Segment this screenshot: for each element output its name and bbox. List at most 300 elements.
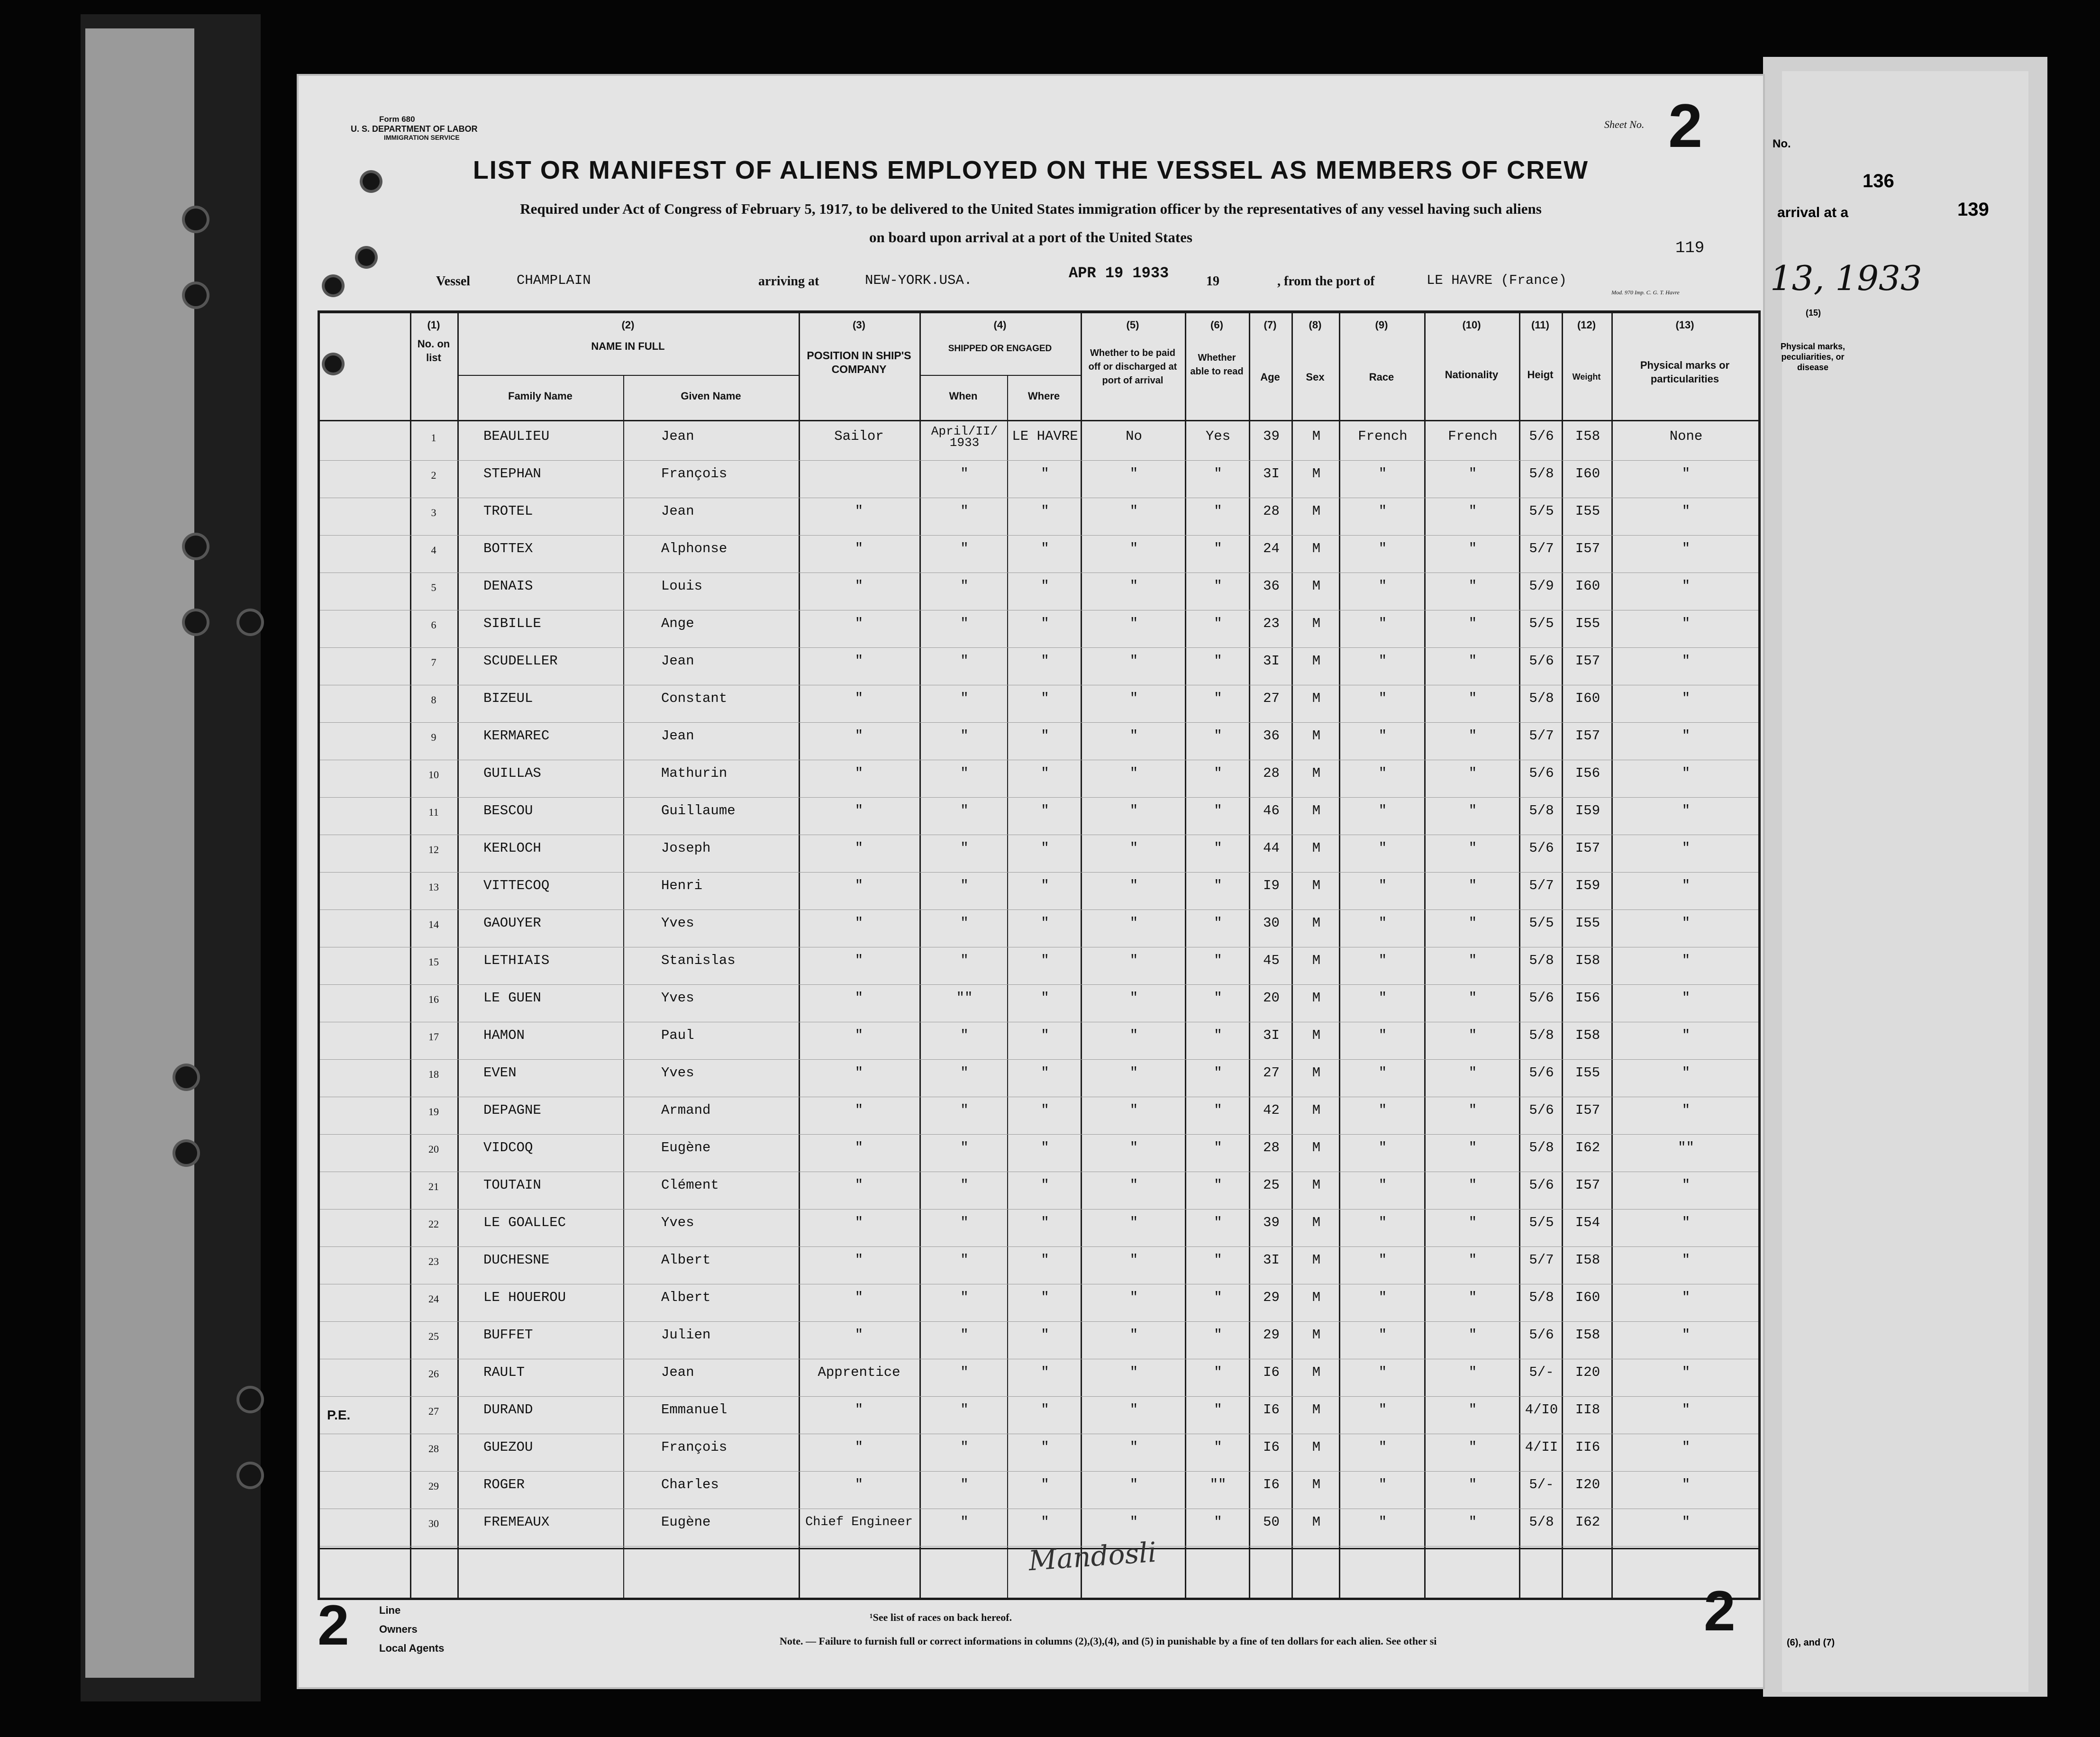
cell-race: " (1378, 728, 1387, 744)
cell-age: 30 (1263, 915, 1280, 931)
cell-family-name: DUCHESNE (483, 1252, 550, 1268)
cell-shipped-when: "" (956, 990, 973, 1006)
cell-weight: I57 (1575, 1177, 1600, 1193)
right-page-col15-num: (15) (1806, 308, 1821, 318)
cell-line-number: 26 (428, 1368, 439, 1380)
cell-given-name: Yves (661, 915, 694, 931)
cell-physical-marks: " (1682, 1327, 1691, 1343)
row-divider (320, 460, 1758, 461)
row-divider (320, 1471, 1758, 1472)
cell-shipped-when: " (960, 541, 969, 556)
column-divider (1339, 313, 1340, 1598)
service-name: IMMIGRATION SERVICE (384, 134, 460, 141)
cell-given-name: Constant (661, 691, 727, 706)
row-divider (320, 1134, 1758, 1135)
cell-given-name: Eugène (661, 1514, 711, 1530)
cell-race: " (1378, 953, 1387, 968)
cell-shipped-where: " (1041, 953, 1049, 968)
cell-line-number: 14 (428, 919, 439, 930)
cell-family-name: FREMEAUX (483, 1514, 550, 1530)
cell-line-number: 17 (428, 1031, 439, 1043)
right-page-number: 136 (1863, 171, 1894, 191)
cell-nationality: " (1468, 953, 1477, 968)
row-divider (320, 1246, 1758, 1247)
cell-family-name: SIBILLE (483, 616, 541, 631)
cell-age: 50 (1263, 1514, 1280, 1530)
cell-able-to-read: " (1214, 1102, 1222, 1118)
cell-line-number: 9 (431, 731, 436, 743)
cell-shipped-when: " (960, 1102, 969, 1118)
cell-family-name: TOUTAIN (483, 1177, 541, 1193)
col11-number: (11) (1531, 319, 1549, 331)
binder-hole (175, 1066, 197, 1088)
cell-race: " (1378, 541, 1387, 556)
cell-weight: I62 (1575, 1140, 1600, 1155)
cell-nationality: " (1468, 1290, 1477, 1305)
cell-family-name: EVEN (483, 1065, 517, 1081)
cell-nationality: " (1468, 765, 1477, 781)
cell-weight: I60 (1575, 578, 1600, 594)
cell-line-number: 29 (428, 1480, 439, 1492)
cell-position: " (855, 803, 864, 818)
cell-given-name: François (661, 1439, 727, 1455)
row-divider (320, 984, 1758, 985)
col3-label: POSITION IN SHIP'S COMPANY (807, 349, 911, 375)
cell-race: " (1378, 1327, 1387, 1343)
cell-weight: I60 (1575, 1290, 1600, 1305)
cell-paid-off: " (1129, 541, 1138, 556)
cell-given-name: Albert (661, 1290, 711, 1305)
binder-hole (185, 611, 207, 633)
cell-given-name: François (661, 466, 727, 482)
cell-family-name: STEPHAN (483, 466, 541, 482)
cell-physical-marks: " (1682, 1364, 1691, 1380)
cell-sex: M (1312, 840, 1321, 856)
cell-physical-marks: " (1682, 1177, 1691, 1193)
pe-note: P.E. (327, 1408, 351, 1422)
underlying-page-edge (85, 28, 194, 1678)
cell-race: " (1378, 1477, 1387, 1492)
cell-race: " (1378, 1252, 1387, 1268)
cell-able-to-read: " (1214, 1402, 1222, 1418)
cell-given-name: Stanislas (661, 953, 736, 968)
cell-able-to-read: " (1214, 1514, 1222, 1530)
cell-height: 5/7 (1529, 728, 1554, 744)
cell-paid-off: " (1129, 803, 1138, 818)
cell-race: " (1378, 1215, 1387, 1230)
cell-nationality: " (1468, 1477, 1477, 1492)
cell-sex: M (1312, 990, 1321, 1006)
cell-family-name: LE GOALLEC (483, 1215, 566, 1230)
cell-age: 42 (1263, 1102, 1280, 1118)
cell-shipped-when: " (960, 915, 969, 931)
cell-shipped-when: " (960, 1028, 969, 1043)
cell-race: " (1378, 578, 1387, 594)
cell-able-to-read: " (1214, 728, 1222, 744)
cell-sex: M (1312, 466, 1321, 482)
official-signature: Mandosli (1027, 1536, 1158, 1577)
cell-able-to-read: " (1214, 1065, 1222, 1081)
cell-weight: I58 (1575, 953, 1600, 968)
column-divider (1291, 313, 1293, 1598)
cell-weight: I55 (1575, 616, 1600, 631)
cell-sex: M (1312, 1364, 1321, 1380)
cell-line-number: 28 (428, 1443, 439, 1455)
cell-shipped-where: " (1041, 990, 1049, 1006)
cell-sex: M (1312, 1514, 1321, 1530)
cell-given-name: Jean (661, 728, 694, 744)
cell-height: 5/6 (1529, 653, 1554, 669)
cell-shipped-where: " (1041, 1140, 1049, 1155)
cell-height: 5/6 (1529, 1065, 1554, 1081)
cell-nationality: " (1468, 1065, 1477, 1081)
cell-weight: I59 (1575, 803, 1600, 818)
cell-shipped-where: LE HAVRE (1012, 428, 1078, 444)
cell-family-name: VIDCOQ (483, 1140, 533, 1155)
column-divider (457, 313, 459, 1598)
cell-position: " (855, 1290, 864, 1305)
cell-paid-off: " (1129, 765, 1138, 781)
cell-race: " (1378, 990, 1387, 1006)
column-divider (623, 375, 624, 1598)
cell-sex: M (1312, 1252, 1321, 1268)
right-page-handwritten-date: 13, 1933 (1770, 258, 1922, 298)
cell-able-to-read: " (1214, 1327, 1222, 1343)
cell-shipped-when: " (960, 840, 969, 856)
cell-shipped-when: " (960, 803, 969, 818)
cell-line-number: 7 (431, 656, 436, 668)
cell-weight: I58 (1575, 1252, 1600, 1268)
cell-shipped-where: " (1041, 1177, 1049, 1193)
cell-shipped-where: " (1041, 765, 1049, 781)
row-divider (320, 872, 1758, 873)
row-divider (320, 722, 1758, 723)
cell-weight: I58 (1575, 1028, 1600, 1043)
cell-able-to-read: " (1214, 691, 1222, 706)
cell-nationality: French (1448, 428, 1498, 444)
cell-nationality: " (1468, 616, 1477, 631)
subheader-line (457, 375, 799, 376)
row-divider (320, 909, 1758, 910)
column-divider (410, 313, 411, 1598)
cell-nationality: " (1468, 1177, 1477, 1193)
binder-hole (175, 1142, 197, 1164)
cell-position: " (855, 1102, 864, 1118)
cell-given-name: Charles (661, 1477, 719, 1492)
cell-nationality: " (1468, 1028, 1477, 1043)
cell-weight: I57 (1575, 653, 1600, 669)
cell-nationality: " (1468, 691, 1477, 706)
cell-shipped-where: " (1041, 541, 1049, 556)
cell-given-name: Jean (661, 428, 694, 444)
cell-shipped-when: " (960, 728, 969, 744)
cell-shipped-where: " (1041, 466, 1049, 482)
cell-paid-off: " (1129, 653, 1138, 669)
cell-able-to-read: " (1214, 1364, 1222, 1380)
cell-age: 28 (1263, 503, 1280, 519)
cell-sex: M (1312, 691, 1321, 706)
cell-race: " (1378, 653, 1387, 669)
cell-age: 29 (1263, 1290, 1280, 1305)
cell-paid-off: " (1129, 878, 1138, 893)
cell-shipped-when: " (960, 765, 969, 781)
cell-weight: I20 (1575, 1477, 1600, 1492)
cell-position: " (855, 1065, 864, 1081)
cell-race: " (1378, 915, 1387, 931)
cell-shipped-where: " (1041, 1327, 1049, 1343)
cell-physical-marks: " (1682, 1477, 1691, 1492)
cell-paid-off: " (1129, 728, 1138, 744)
cell-age: I6 (1263, 1439, 1280, 1455)
cell-given-name: Jean (661, 653, 694, 669)
cell-shipped-when: " (960, 878, 969, 893)
cell-able-to-read: " (1214, 653, 1222, 669)
cell-position: " (855, 765, 864, 781)
cell-given-name: Ange (661, 616, 694, 631)
arrival-date-stamp: APR 19 1933 (1069, 264, 1169, 282)
cell-shipped-when: " (960, 1140, 969, 1155)
binder-hole (239, 611, 261, 633)
cell-nationality: " (1468, 1140, 1477, 1155)
cell-family-name: LE GUEN (483, 990, 541, 1006)
cell-height: 5/5 (1529, 1215, 1554, 1230)
cell-height: 4/I0 (1525, 1402, 1558, 1418)
cell-position: " (855, 1252, 864, 1268)
cell-shipped-where: " (1041, 1065, 1049, 1081)
cell-shipped-when: " (960, 1477, 969, 1492)
cell-age: 3I (1263, 466, 1280, 482)
col7-number: (7) (1264, 319, 1277, 331)
cell-family-name: DENAIS (483, 578, 533, 594)
cell-age: 20 (1263, 990, 1280, 1006)
cell-line-number: 2 (431, 469, 436, 481)
cell-height: 5/- (1529, 1477, 1554, 1492)
cell-position: Apprentice (818, 1364, 900, 1380)
cell-physical-marks: " (1682, 765, 1691, 781)
binder-hole (325, 277, 342, 294)
cell-shipped-when: " (960, 1402, 969, 1418)
cell-physical-marks: " (1682, 1439, 1691, 1455)
cell-paid-off: " (1129, 1402, 1138, 1418)
cell-age: 39 (1263, 428, 1280, 444)
cell-given-name: Armand (661, 1102, 711, 1118)
cell-age: 27 (1263, 1065, 1280, 1081)
cell-shipped-when: " (960, 1215, 969, 1230)
cell-age: 24 (1263, 541, 1280, 556)
cell-physical-marks: " (1682, 840, 1691, 856)
cell-weight: I55 (1575, 1065, 1600, 1081)
cell-family-name: GAOUYER (483, 915, 541, 931)
cell-physical-marks: " (1682, 728, 1691, 744)
cell-weight: I58 (1575, 428, 1600, 444)
row-divider (320, 535, 1758, 536)
col2-number: (2) (621, 319, 635, 331)
cell-given-name: Alphonse (661, 541, 727, 556)
cell-shipped-when: " (960, 1514, 969, 1530)
cell-given-name: Clément (661, 1177, 719, 1193)
cell-line-number: 25 (428, 1330, 439, 1342)
cell-paid-off: " (1129, 1439, 1138, 1455)
cell-height: 5/7 (1529, 1252, 1554, 1268)
col1-label: No. on list (417, 338, 450, 364)
right-page-footer-note: (6), and (7) (1787, 1637, 1835, 1648)
cell-able-to-read: " (1214, 616, 1222, 631)
cell-weight: I55 (1575, 503, 1600, 519)
cell-race: " (1378, 1364, 1387, 1380)
cell-able-to-read: " (1214, 1439, 1222, 1455)
cell-race: French (1358, 428, 1408, 444)
cell-physical-marks: " (1682, 503, 1691, 519)
cell-shipped-when: " (960, 1327, 969, 1343)
cell-family-name: KERLOCH (483, 840, 541, 856)
cell-sex: M (1312, 1065, 1321, 1081)
cell-weight: I62 (1575, 1514, 1600, 1530)
footer-sheet-number-left: 2 (318, 1593, 349, 1657)
cell-physical-marks: " (1682, 953, 1691, 968)
cell-able-to-read: " (1214, 1177, 1222, 1193)
cell-nationality: " (1468, 840, 1477, 856)
column-divider (1562, 313, 1563, 1598)
cell-height: 5/6 (1529, 1177, 1554, 1193)
cell-shipped-where: " (1041, 840, 1049, 856)
cell-race: " (1378, 765, 1387, 781)
cell-weight: I57 (1575, 840, 1600, 856)
cell-line-number: 3 (431, 507, 436, 518)
cell-position: " (855, 578, 864, 594)
cell-family-name: LETHIAIS (483, 953, 550, 968)
cell-family-name: GUEZOU (483, 1439, 533, 1455)
cell-paid-off: " (1129, 1290, 1138, 1305)
cell-nationality: " (1468, 1102, 1477, 1118)
cell-race: " (1378, 1439, 1387, 1455)
cell-age: 44 (1263, 840, 1280, 856)
cell-position: " (855, 878, 864, 893)
cell-line-number: 23 (428, 1255, 439, 1267)
cell-able-to-read: " (1214, 990, 1222, 1006)
cell-age: 46 (1263, 803, 1280, 818)
cell-age: 23 (1263, 616, 1280, 631)
cell-position: " (855, 1439, 864, 1455)
cell-physical-marks: " (1682, 915, 1691, 931)
cell-able-to-read: " (1214, 915, 1222, 931)
cell-weight: I58 (1575, 1327, 1600, 1343)
cell-height: 5/6 (1529, 765, 1554, 781)
cell-line-number: 18 (428, 1068, 439, 1080)
cell-height: 4/II (1525, 1439, 1558, 1455)
cell-nationality: " (1468, 1514, 1477, 1530)
sheet-number: 2 (1668, 91, 1703, 160)
document-subtitle-line1: Required under Act of Congress of February 5, 1917, to be delivered to the United States immigration officer by the representatives of any vessel having such aliens (520, 200, 1542, 217)
crew-manifest-table (318, 310, 1761, 1600)
cell-able-to-read: " (1214, 1290, 1222, 1305)
cell-age: I6 (1263, 1477, 1280, 1492)
cell-line-number: 1 (431, 432, 436, 444)
cell-race: " (1378, 503, 1387, 519)
cell-paid-off: " (1129, 1252, 1138, 1268)
cell-shipped-where: " (1041, 1477, 1049, 1492)
cell-shipped-when: " (960, 653, 969, 669)
footer-line-label: Line (379, 1604, 401, 1616)
cell-age: 39 (1263, 1215, 1280, 1230)
col12-label: Weight (1572, 372, 1601, 382)
cell-able-to-read: " (1214, 878, 1222, 893)
cell-weight: II6 (1575, 1439, 1600, 1455)
cell-age: 29 (1263, 1327, 1280, 1343)
col2-family-name-label: Family Name (508, 390, 573, 402)
cell-position: " (855, 1477, 864, 1492)
cell-height: 5/8 (1529, 1028, 1554, 1043)
cell-family-name: DEPAGNE (483, 1102, 541, 1118)
cell-given-name: Emmanuel (661, 1402, 727, 1418)
cell-weight: I60 (1575, 691, 1600, 706)
cell-position: Sailor (834, 428, 884, 444)
cell-shipped-when: " (960, 616, 969, 631)
binder-hole (239, 1389, 261, 1410)
cell-physical-marks: None (1669, 428, 1703, 444)
cell-line-number: 11 (428, 806, 439, 818)
cell-paid-off: " (1129, 616, 1138, 631)
cell-position: " (855, 1140, 864, 1155)
cell-paid-off: " (1129, 1514, 1138, 1530)
cell-physical-marks: " (1682, 803, 1691, 818)
cell-physical-marks: " (1682, 653, 1691, 669)
cell-height: 5/8 (1529, 1514, 1554, 1530)
cell-weight: I60 (1575, 466, 1600, 482)
col13-label: Physical marks or particularities (1640, 359, 1730, 385)
cell-sex: M (1312, 616, 1321, 631)
cell-position: " (855, 1215, 864, 1230)
col11-label: Heigt (1527, 369, 1554, 381)
cell-given-name: Guillaume (661, 803, 736, 818)
cell-paid-off: " (1129, 1065, 1138, 1081)
binder-hole (185, 284, 207, 306)
cell-paid-off: " (1129, 990, 1138, 1006)
cell-given-name: Eugène (661, 1140, 711, 1155)
cell-sex: M (1312, 765, 1321, 781)
document-subtitle-line2: on board upon arrival at a port of the United States (869, 229, 1192, 246)
cell-able-to-read: " (1214, 541, 1222, 556)
cell-height: 5/7 (1529, 541, 1554, 556)
col5-number: (5) (1126, 319, 1139, 331)
cell-shipped-when: " (960, 1065, 969, 1081)
cell-weight: I56 (1575, 990, 1600, 1006)
cell-physical-marks: " (1682, 1065, 1691, 1081)
arriving-label: arriving at (758, 274, 819, 289)
cell-shipped-where: " (1041, 653, 1049, 669)
cell-line-number: 12 (428, 844, 439, 855)
cell-sex: M (1312, 728, 1321, 744)
footer-agents-label: Local Agents (379, 1642, 445, 1654)
sheet-count-note: 119 (1675, 239, 1705, 257)
cell-shipped-where: " (1041, 728, 1049, 744)
right-page-no-label: No. (1773, 137, 1791, 150)
cell-weight: I57 (1575, 728, 1600, 744)
cell-nationality: " (1468, 915, 1477, 931)
cell-height: 5/8 (1529, 466, 1554, 482)
header-bottom-line (320, 420, 1758, 421)
cell-position: " (855, 915, 864, 931)
cell-nationality: " (1468, 578, 1477, 594)
cell-able-to-read: " (1214, 953, 1222, 968)
cell-shipped-where: " (1041, 1028, 1049, 1043)
cell-height: 5/5 (1529, 915, 1554, 931)
column-divider (1185, 313, 1186, 1598)
cell-paid-off: " (1129, 1140, 1138, 1155)
manifest-page (299, 76, 1763, 1687)
cell-race: " (1378, 1290, 1387, 1305)
cell-nationality: " (1468, 466, 1477, 482)
cell-given-name: Mathurin (661, 765, 727, 781)
